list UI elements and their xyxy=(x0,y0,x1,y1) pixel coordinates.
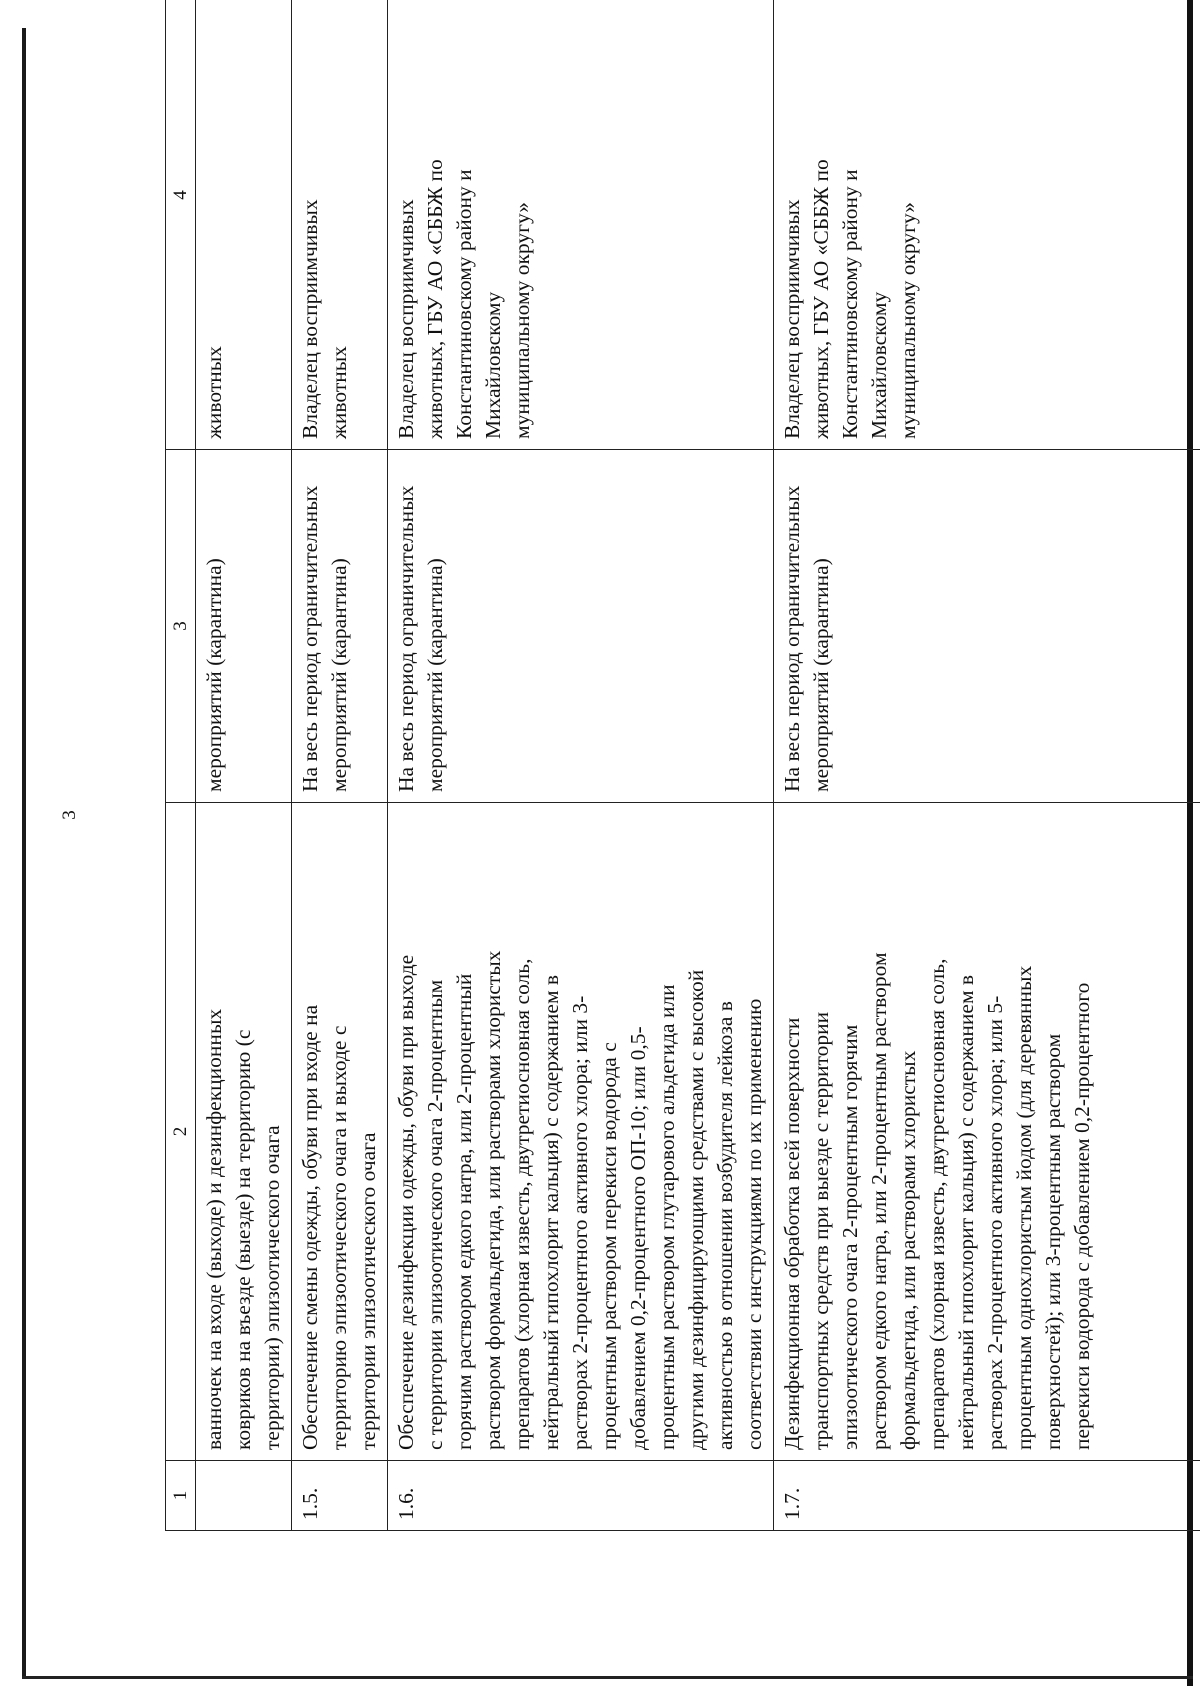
responsible-text: Владелец восприимчивых животных xyxy=(292,0,388,450)
table-row xyxy=(292,0,388,1531)
row-number: 1.5. xyxy=(292,1461,388,1531)
responsible-text: животных xyxy=(196,0,292,450)
period-text: На весь период ограничительных мероприятий (карантина) xyxy=(388,450,774,803)
measures-table xyxy=(165,0,1200,1531)
header-col-3: 3 xyxy=(166,450,196,803)
row-number: 1.6. xyxy=(388,1461,774,1531)
row-number: 1.7. xyxy=(774,1461,1200,1531)
table-row xyxy=(388,0,774,1531)
responsible-text: Владелец восприимчивых животных, ГБУ АО «СББЖ по Константиновскому району и Михайловскому муниципальному округу» xyxy=(388,0,774,450)
page-number: 3 xyxy=(59,810,80,820)
measure-text: Обеспечение дезинфекции одежды, обуви при выходе с территории эпизоотического очага 2-процентным горячим раствором едкого натра, или 2-процентный раствором формальдегида, или растворами хлористых препаратов (хлорная известь, двутретиосновная соль, нейтральный гипохлорит кальция) с содержанием в растворах 2-процентного активного хлора; или 3- процентным раствором перекиси водорода с добавлением 0,2-процентного ОП-10; или 0,5- процентным раствором глутарового альдегида или другими дезинфицирующими средствами с высокой активностью в отношении возбудителя лейкоза в соответствии с инструкциями по их применению xyxy=(388,803,774,1461)
measure-text: Обеспечение смены одежды, обуви при входе на территорию эпизоотического очага и выходе с территории эпизоотического очага xyxy=(292,803,388,1461)
page-edge-bottom xyxy=(22,1676,1193,1679)
period-text: мероприятий (карантина) xyxy=(196,450,292,803)
row-number xyxy=(196,1461,292,1531)
page-edge-left xyxy=(22,28,26,1676)
period-text: На весь период ограничительных мероприятий (карантина) xyxy=(292,450,388,803)
table-row xyxy=(196,0,292,1531)
header-col-4: 4 xyxy=(166,0,196,450)
table-header-row xyxy=(166,0,196,1531)
measure-text: ванночек на входе (выходе) и дезинфекционных ковриков на въезде (выезде) на территорию (с территории) эпизоотического очага xyxy=(196,803,292,1461)
responsible-text: Владелец восприимчивых животных, ГБУ АО «СББЖ по Константиновскому району и Михайловскому муниципальному округу» xyxy=(774,0,1200,450)
header-col-1: 1 xyxy=(166,1461,196,1531)
measure-text: Дезинфекционная обработка всей поверхности транспортных средств при выезде с территории эпизоотического очага 2-процентным горячим раствором едкого натра, или 2-процентным раствором формальдегида, или растворами хлористых препаратов (хлорная известь, двутретиосновная соль, нейтральный гипохлорит кальция) с содержанием в растворах 2-процентного активного хлора; или 5- процентным однохлористым йодом (для деревянных поверхностей); или 3-процентным раствором перекиси водорода с добавлением 0,2-процентного xyxy=(774,803,1200,1461)
header-col-2: 2 xyxy=(166,803,196,1461)
table-row xyxy=(774,0,1200,1531)
rotated-table-container xyxy=(165,0,1200,1531)
period-text: На весь период ограничительных мероприятий (карантина) xyxy=(774,450,1200,803)
